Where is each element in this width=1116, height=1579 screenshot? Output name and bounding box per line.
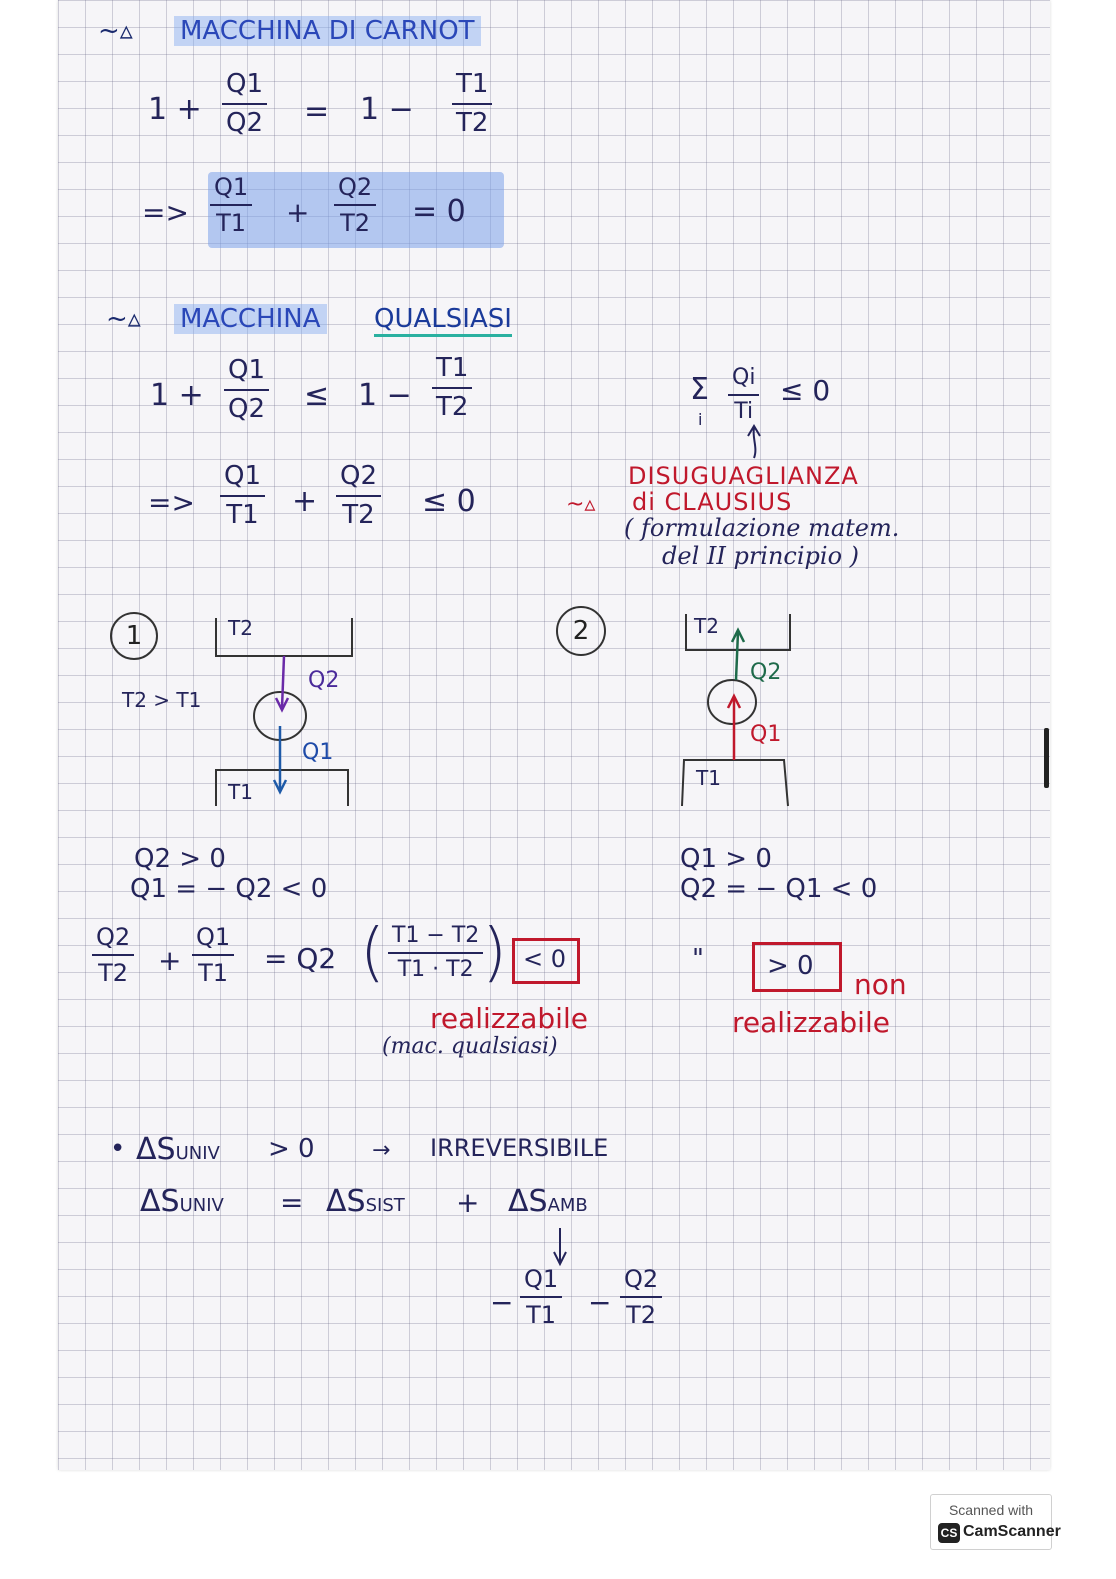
case2-ineq1: Q1 > 0 xyxy=(680,844,772,874)
carnot-sum-b: Q2 T2 xyxy=(334,174,376,237)
generic-lhs-one: 1 + xyxy=(150,378,204,413)
clausius-result: ≤ 0 xyxy=(780,374,831,407)
case2-number: 2 xyxy=(556,606,606,656)
carnot-plus: + xyxy=(286,196,310,229)
case1-sum-b: Q1 T1 xyxy=(192,924,234,987)
clausius-note-line1: ( formulazione matem. xyxy=(624,514,900,542)
clausius-sum-index: i xyxy=(698,410,703,429)
case1-number: 1 xyxy=(110,612,158,660)
case1-sign-box: < 0 xyxy=(512,938,580,984)
case1-eq: = Q2 xyxy=(264,942,337,975)
case2-ditto: " xyxy=(692,944,704,974)
case2-verdict-b: realizzabile xyxy=(732,1006,890,1039)
entropy-frac1: Q1 T1 xyxy=(520,1266,562,1329)
entropy-line1-result: IRREVERSIBILE xyxy=(430,1134,609,1162)
carnot-q-ratio: Q1 Q2 xyxy=(222,70,267,137)
generic-q-ratio: Q1 Q2 xyxy=(224,356,269,423)
case2-hot-label: T2 xyxy=(694,614,719,638)
case1-ineq2: Q1 = − Q2 < 0 xyxy=(130,874,328,904)
carnot-implies: => xyxy=(142,196,189,229)
clausius-up-arrow-icon xyxy=(744,424,764,460)
entropy-line1: ΔSUNIV xyxy=(136,1132,220,1167)
section-arrow-icon: ~▵ xyxy=(106,304,141,334)
generic-sum-b: Q2 T2 xyxy=(336,462,381,529)
binder-clip xyxy=(1044,728,1049,788)
entropy-bullet: • xyxy=(110,1134,126,1164)
scanner-badge xyxy=(930,1494,1061,1550)
generic-title-a: MACCHINA xyxy=(174,304,327,334)
scanner-name: CamScanner xyxy=(963,1523,1061,1540)
case1-q-cold: Q1 xyxy=(302,740,334,765)
clausius-arrow-icon: ~▵ xyxy=(566,492,596,517)
entropy-down-arrow-icon xyxy=(550,1226,570,1266)
scanner-top-text: Scanned with xyxy=(948,1502,1034,1518)
generic-leq: ≤ xyxy=(304,378,330,413)
entropy-line2-a: ΔSSIST xyxy=(326,1184,405,1219)
carnot-sum-a: Q1 T1 xyxy=(210,174,252,237)
entropy-minus2: − xyxy=(588,1286,612,1319)
case2-sign-box: > 0 xyxy=(752,942,842,992)
entropy-line2-eq: = xyxy=(280,1186,304,1219)
entropy-frac2: Q2 T2 xyxy=(620,1266,662,1329)
entropy-minus1: − xyxy=(490,1286,514,1319)
carnot-t-ratio: T1 T2 xyxy=(452,70,492,137)
case1-paren-fraction: T1 − T2 T1 · T2 xyxy=(388,924,483,982)
section-arrow-icon: ~▵ xyxy=(98,16,133,46)
carnot-eq-sign: = xyxy=(304,94,330,129)
generic-sum-a: Q1 T1 xyxy=(220,462,265,529)
case2-verdict-a: non xyxy=(854,968,907,1001)
case2-q-hot: Q2 xyxy=(750,660,782,685)
carnot-title: MACCHINA DI CARNOT xyxy=(174,16,481,46)
case2-q-cold: Q1 xyxy=(750,722,782,747)
generic-result: ≤ 0 xyxy=(422,484,476,519)
entropy-line2-lhs: ΔSUNIV xyxy=(140,1184,224,1219)
entropy-line1-rel: > 0 xyxy=(268,1134,315,1164)
case1-open-paren: ( xyxy=(360,916,385,990)
case1-plus: + xyxy=(158,944,182,977)
camscanner-logo-icon: CS xyxy=(938,1523,960,1543)
case1-close-paren: ) xyxy=(482,916,507,990)
entropy-line2-b: ΔSAMB xyxy=(508,1184,588,1219)
clausius-sum-symbol: Σ xyxy=(690,372,709,407)
generic-rhs-one: 1 − xyxy=(358,378,412,413)
case1-hot-label: T2 xyxy=(228,616,253,640)
carnot-lhs-one: 1 + xyxy=(148,92,202,127)
clausius-fraction: Qi Ti xyxy=(728,366,759,424)
carnot-rhs-one: 1 − xyxy=(360,92,414,127)
case1-cold-label: T1 xyxy=(228,780,253,804)
case2-cold-label: T1 xyxy=(696,766,721,790)
clausius-note-line2: del II principio ) xyxy=(662,542,860,570)
case1-q-hot: Q2 xyxy=(308,668,340,693)
case1-verdict-note: (mac. qualsiasi) xyxy=(382,1034,558,1059)
entropy-arrow-icon: → xyxy=(372,1138,391,1163)
generic-t-ratio: T1 T2 xyxy=(432,354,472,421)
carnot-result: = 0 xyxy=(412,194,466,229)
generic-implies: => xyxy=(148,486,195,519)
case2-ineq2: Q2 = − Q1 < 0 xyxy=(680,874,878,904)
case1-condition: T2 > T1 xyxy=(122,688,202,712)
case1-sum-a: Q2 T2 xyxy=(92,924,134,987)
generic-title-b: QUALSIASI xyxy=(374,304,512,337)
case1-verdict: realizzabile xyxy=(430,1002,588,1035)
generic-plus: + xyxy=(292,484,318,519)
case1-ineq1: Q2 > 0 xyxy=(134,844,226,874)
entropy-line2-plus: + xyxy=(456,1186,480,1219)
clausius-title-line2: di CLAUSIUS xyxy=(632,488,793,516)
clausius-title-line1: DISUGUAGLIANZA xyxy=(628,462,859,490)
notebook-page xyxy=(58,0,1050,1470)
